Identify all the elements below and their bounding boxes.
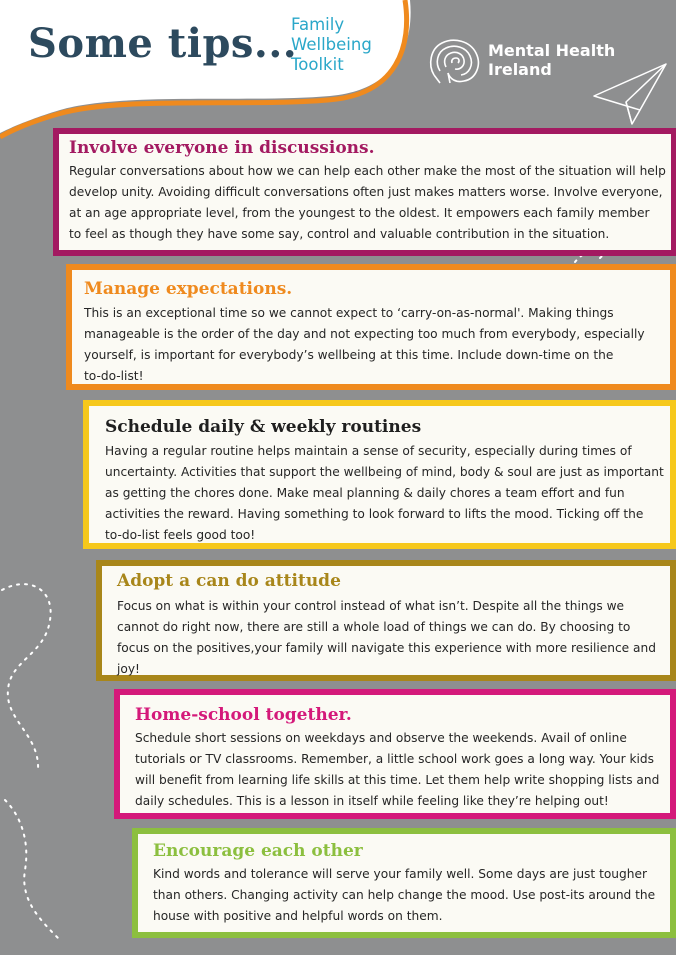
tip-title: Schedule daily & weekly routines <box>105 417 422 437</box>
tip-line: Having a regular routine helps maintain a sense of security, especially during times of <box>105 444 632 458</box>
tip-title: Manage expectations. <box>84 279 293 299</box>
tip-line: daily schedules. This is a lesson in itself while feeling like they’re helping out! <box>135 794 609 808</box>
tip-body <box>135 728 659 812</box>
toolkit-line: Toolkit <box>291 55 344 74</box>
tip-body <box>117 596 656 680</box>
tip-title: Involve everyone in discussions. <box>69 138 375 158</box>
tip-line: activities the reward. Having something to look forward to lifts the mood. Ticking off the <box>105 507 644 521</box>
paper-plane-icon <box>592 58 676 132</box>
tip-line: at an age appropriate level, from the youngest to the oldest. It empowers each family member <box>69 206 650 220</box>
page-title: Some tips... <box>28 20 298 67</box>
tip-title: Encourage each other <box>153 841 363 861</box>
org-name-line: Mental Health <box>488 41 616 60</box>
toolkit-title <box>291 15 411 75</box>
tip-title: Home-school together. <box>135 705 352 725</box>
tip-line: develop unity. Avoiding difficult conversations often just makes matters worse. Involve everyone, <box>69 185 663 199</box>
tip-line: joy! <box>117 662 140 676</box>
tip-line: Kind words and tolerance will serve your family well. Some days are just tougher <box>153 867 647 881</box>
tip-body <box>153 864 655 927</box>
tip-line: uncertainty. Activities that support the wellbeing of mind, body & soul are just as important <box>105 465 664 479</box>
mental-health-ireland-logo-icon <box>426 35 486 87</box>
tip-line: Regular conversations about how we can help each other make the most of the situation will help <box>69 164 666 178</box>
tip-title: Adopt a can do attitude <box>117 571 341 591</box>
tip-body <box>105 441 664 546</box>
tip-line: to-do-list! <box>84 369 144 383</box>
tip-line: yourself, is important for everybody’s wellbeing at this time. Include down-time on the <box>84 348 614 362</box>
tip-line: house with positive and helpful words on them. <box>153 909 443 923</box>
tip-line: tutorials or TV classrooms. Remember, a little school work goes a long way. Your kids <box>135 752 654 766</box>
tip-line: Focus on what is within your control instead of what isn’t. Despite all the things we <box>117 599 625 613</box>
toolkit-line: Family <box>291 15 345 34</box>
tip-line: cannot do right now, there are still a whole load of things we can do. By choosing to <box>117 620 631 634</box>
tip-body <box>69 161 666 245</box>
tip-line: will benefit from learning life skills at this time. Let them help write shopping lists and <box>135 773 660 787</box>
tip-line: focus on the positives,your family will navigate this experience with more resilience and <box>117 641 656 655</box>
tip-line: as getting the chores done. Make meal planning & daily chores a team effort and fun <box>105 486 625 500</box>
tip-line: to feel as though they have some say, control and valuable contribution in the situation. <box>69 227 610 241</box>
tip-line: to-do-list feels good too! <box>105 528 256 542</box>
tip-line: than others. Changing activity can help change the mood. Use post-its around the <box>153 888 656 902</box>
toolkit-line: Wellbeing <box>291 35 372 54</box>
tip-line: Schedule short sessions on weekdays and observe the weekends. Avail of online <box>135 731 627 745</box>
tip-line: manageable is the order of the day and not expecting too much from everybody, especially <box>84 327 645 341</box>
tip-line: This is an exceptional time so we cannot expect to ‘carry-on-as-normal'. Making things <box>84 306 614 320</box>
tip-body <box>84 303 645 387</box>
org-name-line: Ireland <box>488 60 552 79</box>
